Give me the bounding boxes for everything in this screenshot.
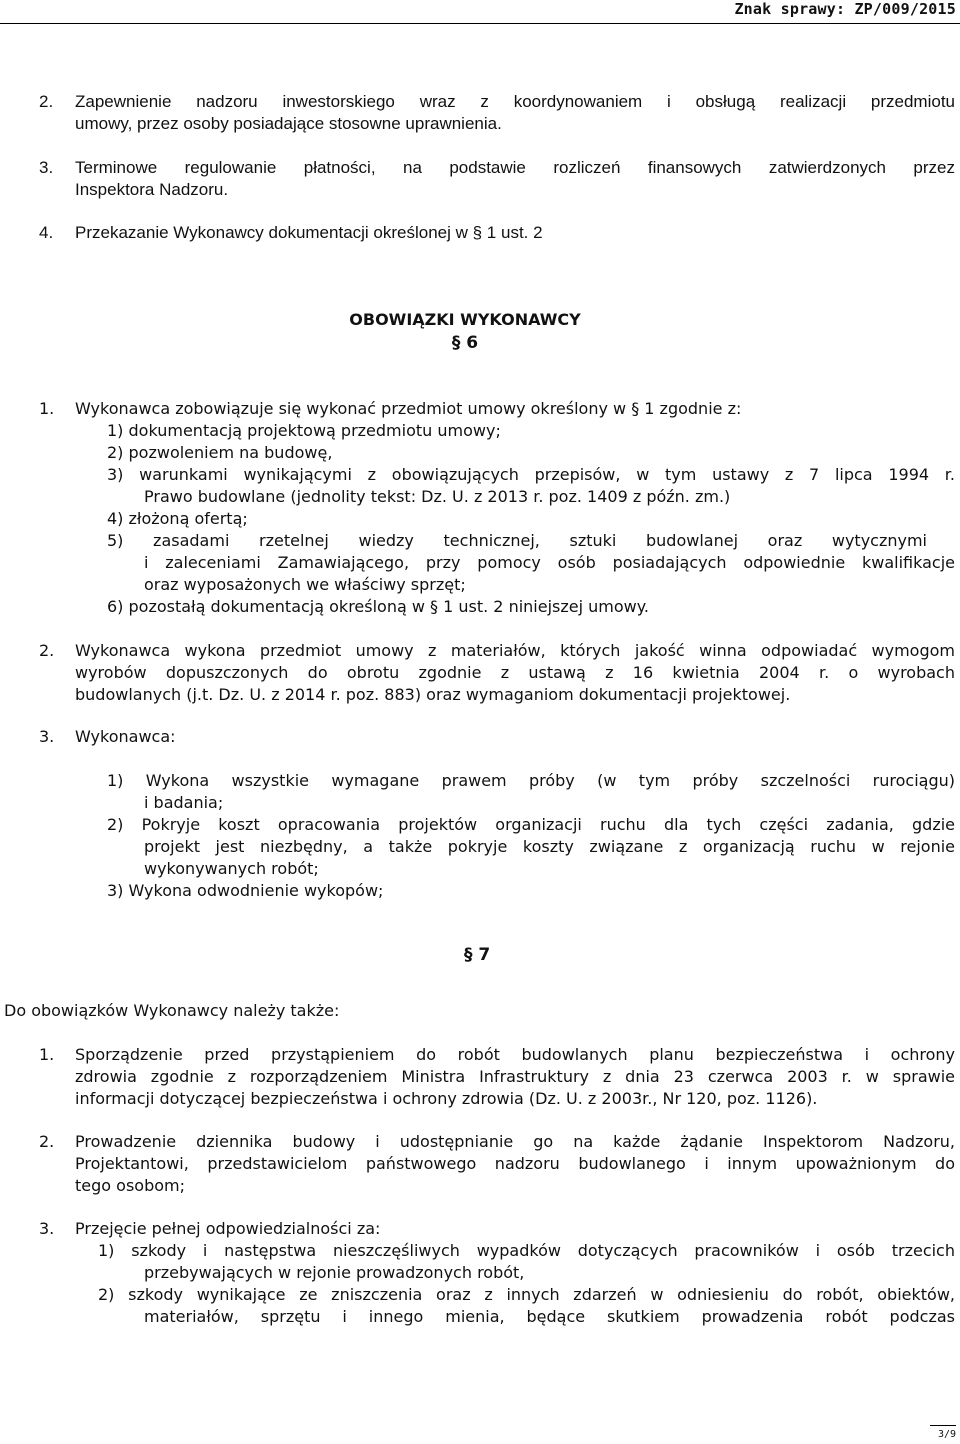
list-number: 3. (39, 158, 54, 177)
paragraph-line: Sporządzenie przed przystąpieniem do robót budowlanych planu bezpieczeństwa i ochrony (75, 1045, 955, 1064)
case-number: Znak sprawy: ZP/009/2015 (734, 0, 956, 18)
list-number: 4. (39, 223, 54, 242)
section-symbol: § 7 (464, 945, 491, 965)
list-number: 2. (39, 1132, 55, 1151)
list-item: 1) Wykona wszystkie wymagane prawem próby (w tym próby szczelności rurociągu) (107, 771, 955, 790)
list-item-continuation: projekt jest niezbędny, a także pokryje koszty związane z organizacją ruchu w rejonie (144, 837, 955, 856)
list-item-continuation: wykonywanych robót; (144, 859, 319, 878)
section-heading: OBOWIĄZKI WYKONAWCY (349, 310, 581, 329)
list-item: 3) warunkami wynikającymi z obowiązujących przepisów, w tym ustawy z 7 lipca 1994 r. (107, 465, 955, 484)
paragraph-line: Terminowe regulowanie płatności, na podstawie rozliczeń finansowych zatwierdzonych przez (75, 158, 955, 177)
section-intro: Do obowiązków Wykonawcy należy także: (4, 1001, 340, 1020)
page-number: 3/9 (937, 1429, 956, 1440)
page-number-divider (930, 1425, 956, 1426)
list-item: 1) szkody i następstwa nieszczęśliwych wypadków dotyczących pracowników i osób trzecich (98, 1241, 955, 1260)
paragraph-line: umowy, przez osoby posiadające stosowne uprawnienia. (75, 114, 502, 133)
list-item: 2) Pokryje koszt opracowania projektów organizacji ruchu dla tych części zadania, gdzie (107, 815, 955, 834)
paragraph-line: informacji dotyczącej bezpieczeństwa i ochrony zdrowia (Dz. U. z 2003r., Nr 120, poz. 1126). (75, 1089, 818, 1108)
paragraph-line: budowlanych (j.t. Dz. U. z 2014 r. poz. 883) oraz wymaganiom dokumentacji projektowej. (75, 685, 791, 704)
paragraph-line: Prowadzenie dziennika budowy i udostępnianie go na każde żądanie Inspektorom Nadzoru, (75, 1132, 955, 1151)
paragraph-line: tego osobom; (75, 1176, 185, 1195)
list-item: 2) szkody wynikające ze zniszczenia oraz z innych zdarzeń w odniesieniu do robót, obiektów, (98, 1285, 955, 1304)
list-number: 3. (39, 1219, 55, 1238)
paragraph-line: wyrobów dopuszczonych do obrotu zgodnie z ustawą z 16 kwietnia 2004 r. o wyrobach (75, 663, 955, 682)
list-number: 2. (39, 92, 54, 111)
paragraph-line: Projektantowi, przedstawicielom państwowego nadzoru budowlanego i innym upoważnionym do (75, 1154, 955, 1173)
list-item-continuation: oraz wyposażonych we właściwy sprzęt; (144, 575, 466, 594)
list-item: 6) pozostałą dokumentacją określoną w § 1 ust. 2 niniejszej umowy. (107, 597, 650, 616)
paragraph-line: Wykonawca wykona przedmiot umowy z materiałów, których jakość winna odpowiadać wymogom (75, 641, 955, 660)
list-item-continuation: przebywających w rejonie prowadzonych robót, (144, 1263, 525, 1282)
list-number: 3. (39, 727, 55, 746)
section-symbol: § 6 (451, 333, 479, 353)
paragraph-line: Przejęcie pełnej odpowiedzialności za: (75, 1219, 381, 1238)
list-item-continuation: i badania; (144, 793, 224, 812)
list-item: 5) zasadami rzetelnej wiedzy technicznej, sztuki budowlanej oraz wytycznymi (107, 531, 927, 550)
paragraph-line: Przekazanie Wykonawcy dokumentacji określonej w § 1 ust. 2 (75, 223, 543, 242)
paragraph-line: Wykonawca zobowiązuje się wykonać przedmiot umowy określony w § 1 zgodnie z: (75, 399, 742, 418)
list-number: 1. (39, 1045, 55, 1064)
list-number: 1. (39, 399, 55, 418)
paragraph-line: zdrowia zgodnie z rozporządzeniem Ministra Infrastruktury z dnia 23 czerwca 2003 r. w sprawie (75, 1067, 955, 1086)
list-item: 3) Wykona odwodnienie wykopów; (107, 881, 384, 900)
list-item-continuation: i zaleceniami Zamawiającego, przy pomocy osób posiadających odpowiednie kwalifikacje (144, 553, 955, 572)
list-item: 1) dokumentacją projektową przedmiotu umowy; (107, 421, 501, 440)
list-number: 2. (39, 641, 55, 660)
list-item: 2) pozwoleniem na budowę, (107, 443, 333, 462)
list-item-continuation: materiałów, sprzętu i innego mienia, będące skutkiem prowadzenia robót podczas (144, 1307, 955, 1326)
header-divider (0, 23, 960, 24)
list-item: 4) złożoną ofertą; (107, 509, 248, 528)
list-item-continuation: Prawo budowlane (jednolity tekst: Dz. U. z 2013 r. poz. 1409 z późn. zm.) (144, 487, 731, 506)
paragraph-line: Inspektora Nadzoru. (75, 180, 229, 199)
paragraph-line: Wykonawca: (75, 727, 176, 746)
paragraph-line: Zapewnienie nadzoru inwestorskiego wraz z koordynowaniem i obsługą realizacji przedmiotu (75, 92, 955, 111)
